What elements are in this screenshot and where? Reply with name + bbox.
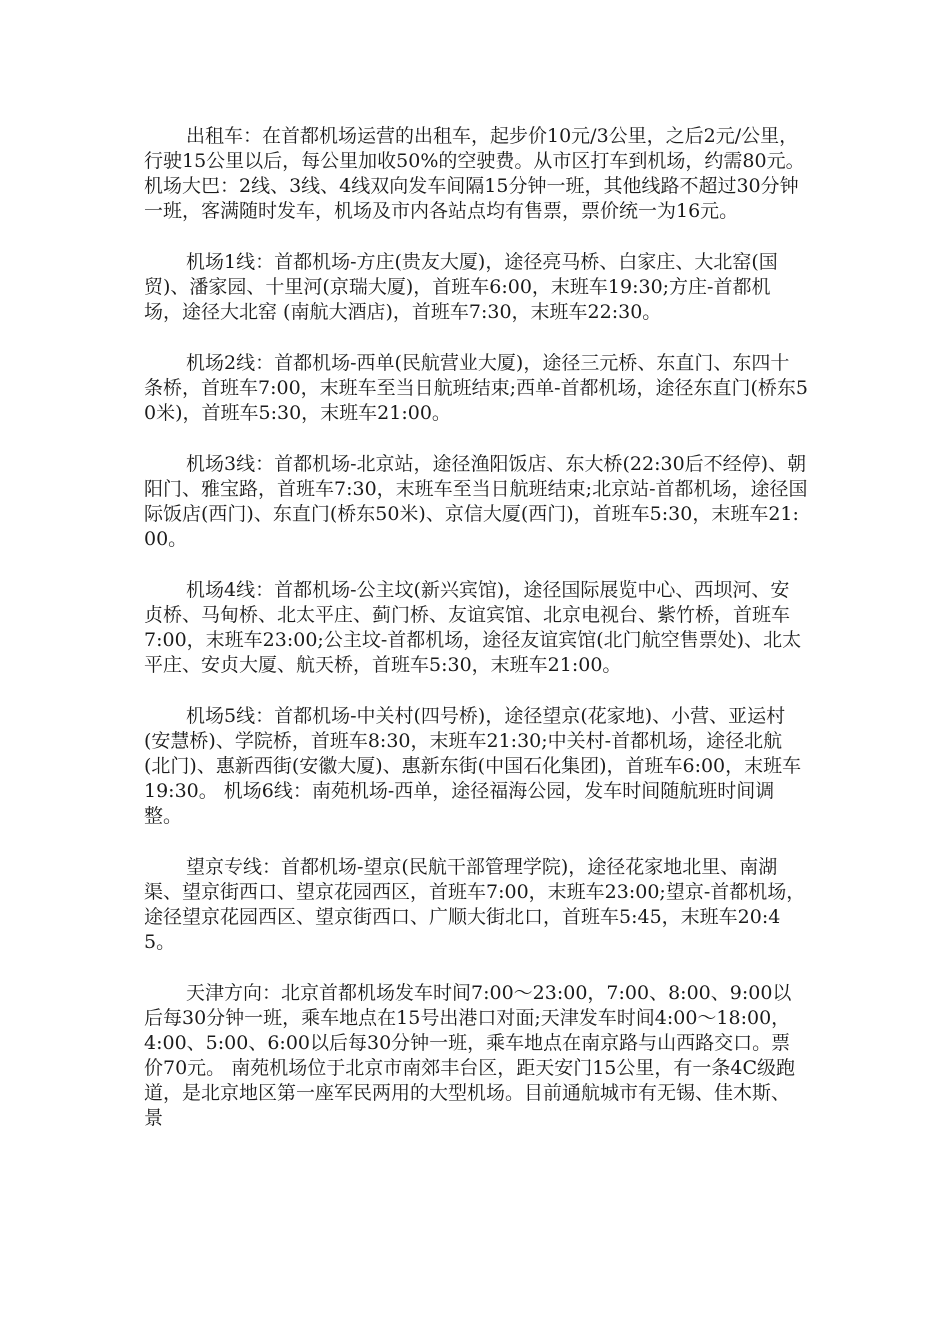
paragraph-taxi-and-airport-bus: 出租车：在首都机场运营的出租车，起步价10元/3公里，之后2元/公里，行驶15公里以后，每公里加收50%的空驶费。从市区打车到机场，约需80元。 机场大巴：2线、3线、4线双向发车间隔15分钟一班，其他线路不超过30分钟一班，客满随时发车，机场及市内各站点均有售票，票价统一为16元。 xyxy=(144,125,805,222)
paragraph-wangjing-line: 望京专线：首都机场-望京(民航干部管理学院)，途径花家地北里、南湖渠、望京街西口、望京花园西区，首班车7:00，末班车23:00;望京-首都机场，途径望京花园西区、望京街西口、广顺大街北口，首班车5:45，末班车20:45。 xyxy=(144,856,806,953)
paragraph-airport-line-4: 机场4线：首都机场-公主坟(新兴宾馆)，途径国际展览中心、西坝河、安贞桥、马甸桥、北太平庄、蓟门桥、友谊宾馆、北京电视台、紫竹桥，首班车7:00，末班车23:00;公主坟-首都机场，途径友谊宾馆(北门航空售票处)、北太平庄、安贞大厦、航天桥，首班车5:30，末班车21:00。 xyxy=(144,579,802,676)
paragraph-airport-line-5-and-6: 机场5线：首都机场-中关村(四号桥)，途径望京(花家地)、小营、亚运村(安慧桥)、学院桥，首班车8:30，末班车21:30;中关村-首都机场，途径北航(北门)、惠新西街(安徽大厦)、惠新东街(中国石化集团)，首班车6:00，末班车19:30。 机场6线：南苑机场-西单，途径福海公园，发车时间随航班时间调整。 xyxy=(144,705,802,827)
paragraph-airport-line-3: 机场3线：首都机场-北京站，途径渔阳饭店、东大桥(22:30后不经停)、朝阳门、雅宝路，首班车7:30，末班车至当日航班结束;北京站-首都机场，途径国际饭店(西门)、东直门(桥东50米)、京信大厦(西门)，首班车5:30，末班车21:00。 xyxy=(144,453,808,550)
document-body xyxy=(144,124,808,1157)
paragraph-airport-line-1: 机场1线：首都机场-方庄(贵友大厦)，途径亮马桥、白家庄、大北窑(国贸)、潘家园、十里河(京瑞大厦)，首班车6:00，末班车19:30;方庄-首都机场，途径大北窑 (南航大酒店)，首班车7:30，末班车22:30。 xyxy=(144,251,778,323)
paragraph-airport-line-2: 机场2线：首都机场-西单(民航营业大厦)，途径三元桥、东直门、东四十条桥，首班车7:00，末班车至当日航班结束;西单-首都机场，途径东直门(桥东50米)，首班车5:30，末班车21:00。 xyxy=(144,352,808,424)
paragraph-tianjin-and-nanyuan: 天津方向：北京首都机场发车时间7:00～23:00，7:00、8:00、9:00以后每30分钟一班，乘车地点在15号出港口对面;天津发车时间4:00～18:00，4:00、5:00、6:00以后每30分钟一班，乘车地点在南京路与山西路交口。票价70元。 南苑机场位于北京市南郊丰台区，距天安门15公里，有一条4C级跑道，是北京地区第一座军民两用的大型机场。目前通航城市有无锡、佳木斯、景 xyxy=(144,982,796,1129)
